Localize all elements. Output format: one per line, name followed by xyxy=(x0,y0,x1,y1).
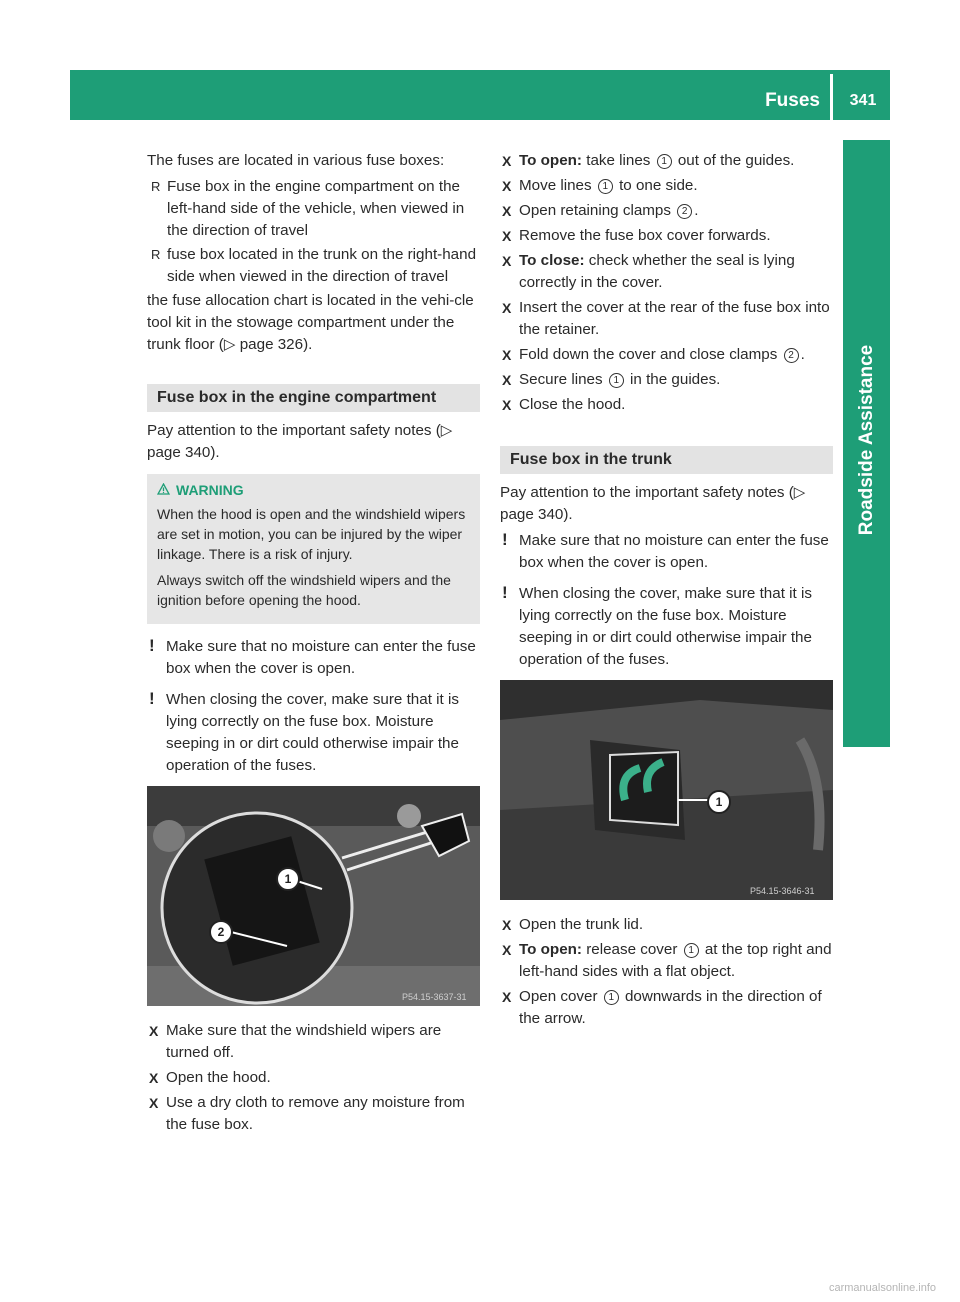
warning-text: Always switch off the windshield wipers and the ignition before opening the hood. xyxy=(157,572,451,608)
page-ref-icon: ▷ xyxy=(440,422,453,439)
trunk-fuse-box-heading: Fuse box in the trunk xyxy=(500,446,833,474)
exclamation-icon: ! xyxy=(149,689,155,708)
callout-1-ref: 1 xyxy=(604,990,619,1005)
list-item: R Fuse box in the engine compartment on the left-hand side of the vehicle, when viewed in the direction of travel xyxy=(151,178,465,239)
caution-note: ! When closing the cover, make sure that it is lying correctly on the fuse box. Moisture seeping in or dirt could otherwise impair the operation of the fuses. xyxy=(149,689,459,774)
step-marker: X xyxy=(149,1023,159,1039)
warning-icon xyxy=(157,480,170,500)
step-marker: X xyxy=(502,253,512,269)
step-marker: X xyxy=(502,397,512,413)
step-marker: X xyxy=(502,372,512,388)
section-title: Fuses xyxy=(765,90,820,111)
step-item: X Move lines 1 to one side. xyxy=(500,175,833,197)
step-item: X Open the trunk lid. xyxy=(500,914,833,936)
step-item: X Open cover 1 downwards in the direction of the arrow. xyxy=(502,988,822,1027)
site-watermark: carmanualsonline.info xyxy=(828,1282,936,1294)
chapter-marker xyxy=(843,700,890,747)
chart-location-text: the fuse allocation chart is located in the vehi-cle tool kit in the stowage compartment under the trunk floor (▷ page 326). xyxy=(147,292,474,353)
step-marker: X xyxy=(502,300,512,316)
engine-compartment-photo xyxy=(147,786,480,1006)
caution-note: ! When closing the cover, make sure that it is lying correctly on the fuse box. Moisture seeping in or dirt could otherwise impair the operation of the fuses. xyxy=(502,583,812,668)
step-marker: X xyxy=(502,917,512,933)
page-ref-icon: ▷ xyxy=(793,484,806,501)
step-marker: X xyxy=(502,942,512,958)
step-item: X Remove the fuse box cover forwards. xyxy=(500,225,833,247)
warning-text: When the hood is open and the windshield wipers are set in motion, you can be injured by the wiper linkage. There is a risk of injury. xyxy=(157,506,466,562)
step-marker: X xyxy=(502,347,512,363)
callout-2-ref: 2 xyxy=(784,348,799,363)
step-marker: X xyxy=(502,989,512,1005)
exclamation-icon: ! xyxy=(149,636,155,655)
page-ref-link[interactable]: page 326). xyxy=(239,336,313,353)
intro-text: The fuses are located in various fuse boxes: xyxy=(147,152,445,169)
page-ref-link[interactable]: page 340). xyxy=(147,444,220,461)
safety-note: Pay attention to the important safety notes (▷ page 340). xyxy=(500,484,806,523)
step-item: X Fold down the cover and close clamps 2 . xyxy=(500,344,833,366)
step-item: X Open retaining clamps 2 . xyxy=(500,200,833,222)
step-item: X Insert the cover at the rear of the fuse box into the retainer. xyxy=(502,299,830,338)
header-divider xyxy=(830,74,833,120)
photo-code: P54.15-3646-31 xyxy=(750,886,815,896)
callout-1: 1 xyxy=(276,867,300,891)
step-marker: X xyxy=(502,203,512,219)
step-item: X Secure lines 1 in the guides. xyxy=(500,369,833,391)
callout-2-ref: 2 xyxy=(677,204,692,219)
trunk-photo xyxy=(500,680,833,900)
step-item: X To close: check whether the seal is lying correctly in the cover. xyxy=(502,252,795,291)
bullet-marker: R xyxy=(151,247,161,262)
list-item: R fuse box located in the trunk on the right-hand side when viewed in the direction of travel xyxy=(151,246,477,285)
right-column xyxy=(500,150,833,1033)
step-marker: X xyxy=(149,1095,159,1111)
step-marker: X xyxy=(502,228,512,244)
page-ref-link[interactable]: page 340). xyxy=(500,506,573,523)
step-item: X To open: take lines 1 out of the guides. xyxy=(500,150,833,172)
step-marker: X xyxy=(502,178,512,194)
callout-1: 1 xyxy=(707,790,731,814)
photo-code: P54.15-3637-31 xyxy=(402,992,467,1002)
engine-fuse-box-heading: Fuse box in the engine compartment xyxy=(147,384,480,412)
step-item: X Make sure that the windshield wipers are turned off. xyxy=(149,1022,442,1061)
step-marker: X xyxy=(149,1070,159,1086)
callout-1-ref: 1 xyxy=(684,943,699,958)
callout-1-ref: 1 xyxy=(609,373,624,388)
callout-1-ref: 1 xyxy=(657,154,672,169)
callout-1-ref: 1 xyxy=(598,179,613,194)
callout-2: 2 xyxy=(209,920,233,944)
caution-note: ! Make sure that no moisture can enter the fuse box when the cover is open. xyxy=(502,530,829,571)
step-item: X Open the hood. xyxy=(147,1067,480,1089)
chapter-tab-label: Roadside Assistance xyxy=(855,344,877,536)
exclamation-icon: ! xyxy=(502,583,508,602)
step-item: X Close the hood. xyxy=(500,394,833,416)
chapter-tab xyxy=(843,140,890,740)
bullet-marker: R xyxy=(151,179,161,194)
page-header xyxy=(70,70,890,120)
step-item: X Use a dry cloth to remove any moisture from the fuse box. xyxy=(149,1094,465,1133)
exclamation-icon: ! xyxy=(502,530,508,549)
caution-note: ! Make sure that no moisture can enter the fuse box when the cover is open. xyxy=(149,636,476,677)
step-marker: X xyxy=(502,153,512,169)
step-item: X To open: release cover 1 at the top right and left-hand sides with a flat object. xyxy=(502,941,832,980)
page-ref-icon: ▷ xyxy=(223,336,236,353)
safety-note: Pay attention to the important safety notes (▷ page 340). xyxy=(147,422,453,461)
left-column xyxy=(147,150,480,1139)
warning-title: WARNING xyxy=(157,480,470,500)
warning-box xyxy=(147,474,480,624)
page-number: 341 xyxy=(849,92,877,109)
